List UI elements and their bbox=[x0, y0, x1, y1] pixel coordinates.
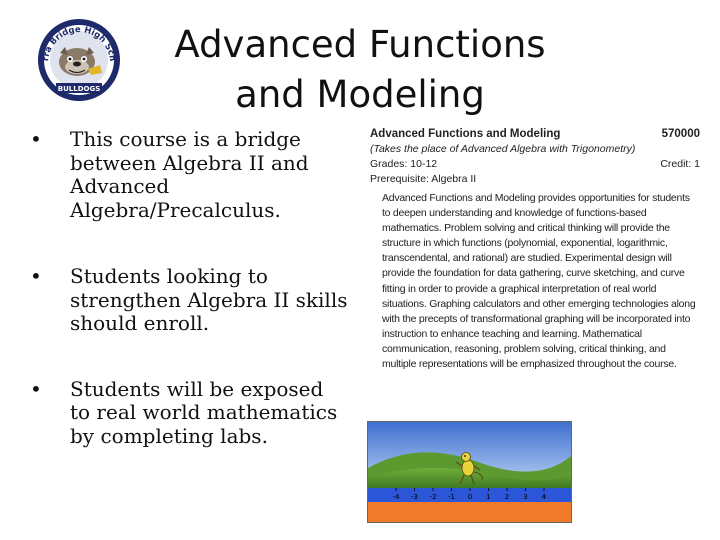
ground-strip bbox=[368, 502, 571, 522]
bullet-text: Students will be exposed to real world mathematics by completing labs. bbox=[70, 376, 338, 448]
scene-svg bbox=[368, 422, 571, 522]
school-logo bbox=[36, 17, 122, 103]
logo-banner-text: BULLDOGS bbox=[57, 85, 101, 93]
number-line-label: 2 bbox=[504, 493, 510, 501]
title-line-2: and Modeling bbox=[235, 73, 485, 116]
bullet-text: This course is a bridge between Algebra II and Advanced Algebra/Precalculus. bbox=[70, 127, 309, 222]
course-name: Advanced Functions and Modeling bbox=[370, 128, 561, 140]
page-title bbox=[150, 20, 570, 120]
course-prerequisite: Prerequisite: Algebra II bbox=[370, 173, 477, 185]
course-description-panel bbox=[370, 127, 700, 372]
title-line-1: Advanced Functions bbox=[174, 23, 546, 66]
list-item bbox=[28, 378, 348, 449]
logo-top-text: rra Bridge High Sch bbox=[41, 24, 118, 62]
bullet-dot: • bbox=[30, 376, 42, 401]
number-line-illustration bbox=[367, 421, 572, 523]
number-line-label: -4 bbox=[392, 493, 400, 501]
list-item bbox=[28, 128, 348, 222]
number-line-label: -3 bbox=[411, 493, 418, 501]
number-line-label: 1 bbox=[486, 493, 491, 501]
bullet-dot: • bbox=[30, 264, 42, 288]
list-item bbox=[28, 265, 348, 336]
bullet-dot: • bbox=[30, 127, 42, 151]
bullet-list bbox=[28, 128, 348, 448]
course-number: 570000 bbox=[661, 128, 700, 140]
number-line-label: 4 bbox=[541, 493, 547, 501]
number-line-label: -2 bbox=[429, 493, 437, 501]
number-line-label: 0 bbox=[467, 493, 473, 501]
bullet-text: Students looking to strengthen Algebra II skills should enroll. bbox=[70, 264, 348, 335]
course-description: Advanced Functions and Modeling provides opportunities for students to deepen understanding and knowledge of functions-based mathematics. Problem solving and critical thinking will provide the structure in which functions (polynomial, exponential, logarithmic, transcendental, and rational) are studied. Experimental design will provide the foundation for data gathering, curve sketching, and curve fitting in order to provide a graphical interpretation of real world situations. Graphing calculators and other emerging technologies along with the precepts of transformational graphing will be incorporated into instruction to enhance teaching and learning. Mathematical communication, reasoning, problem solving, critical thinking, and multiple representations will be emphasized throughout the course. bbox=[382, 192, 696, 371]
course-note: (Takes the place of Advanced Algebra with Trigonometry) bbox=[370, 143, 636, 155]
number-line-label: 3 bbox=[523, 493, 528, 501]
number-line-label: -1 bbox=[448, 493, 455, 501]
course-grades: Grades: 10-12 bbox=[370, 158, 438, 170]
bulldog-mascot-icon bbox=[36, 17, 122, 103]
course-credit: Credit: 1 bbox=[660, 158, 700, 170]
